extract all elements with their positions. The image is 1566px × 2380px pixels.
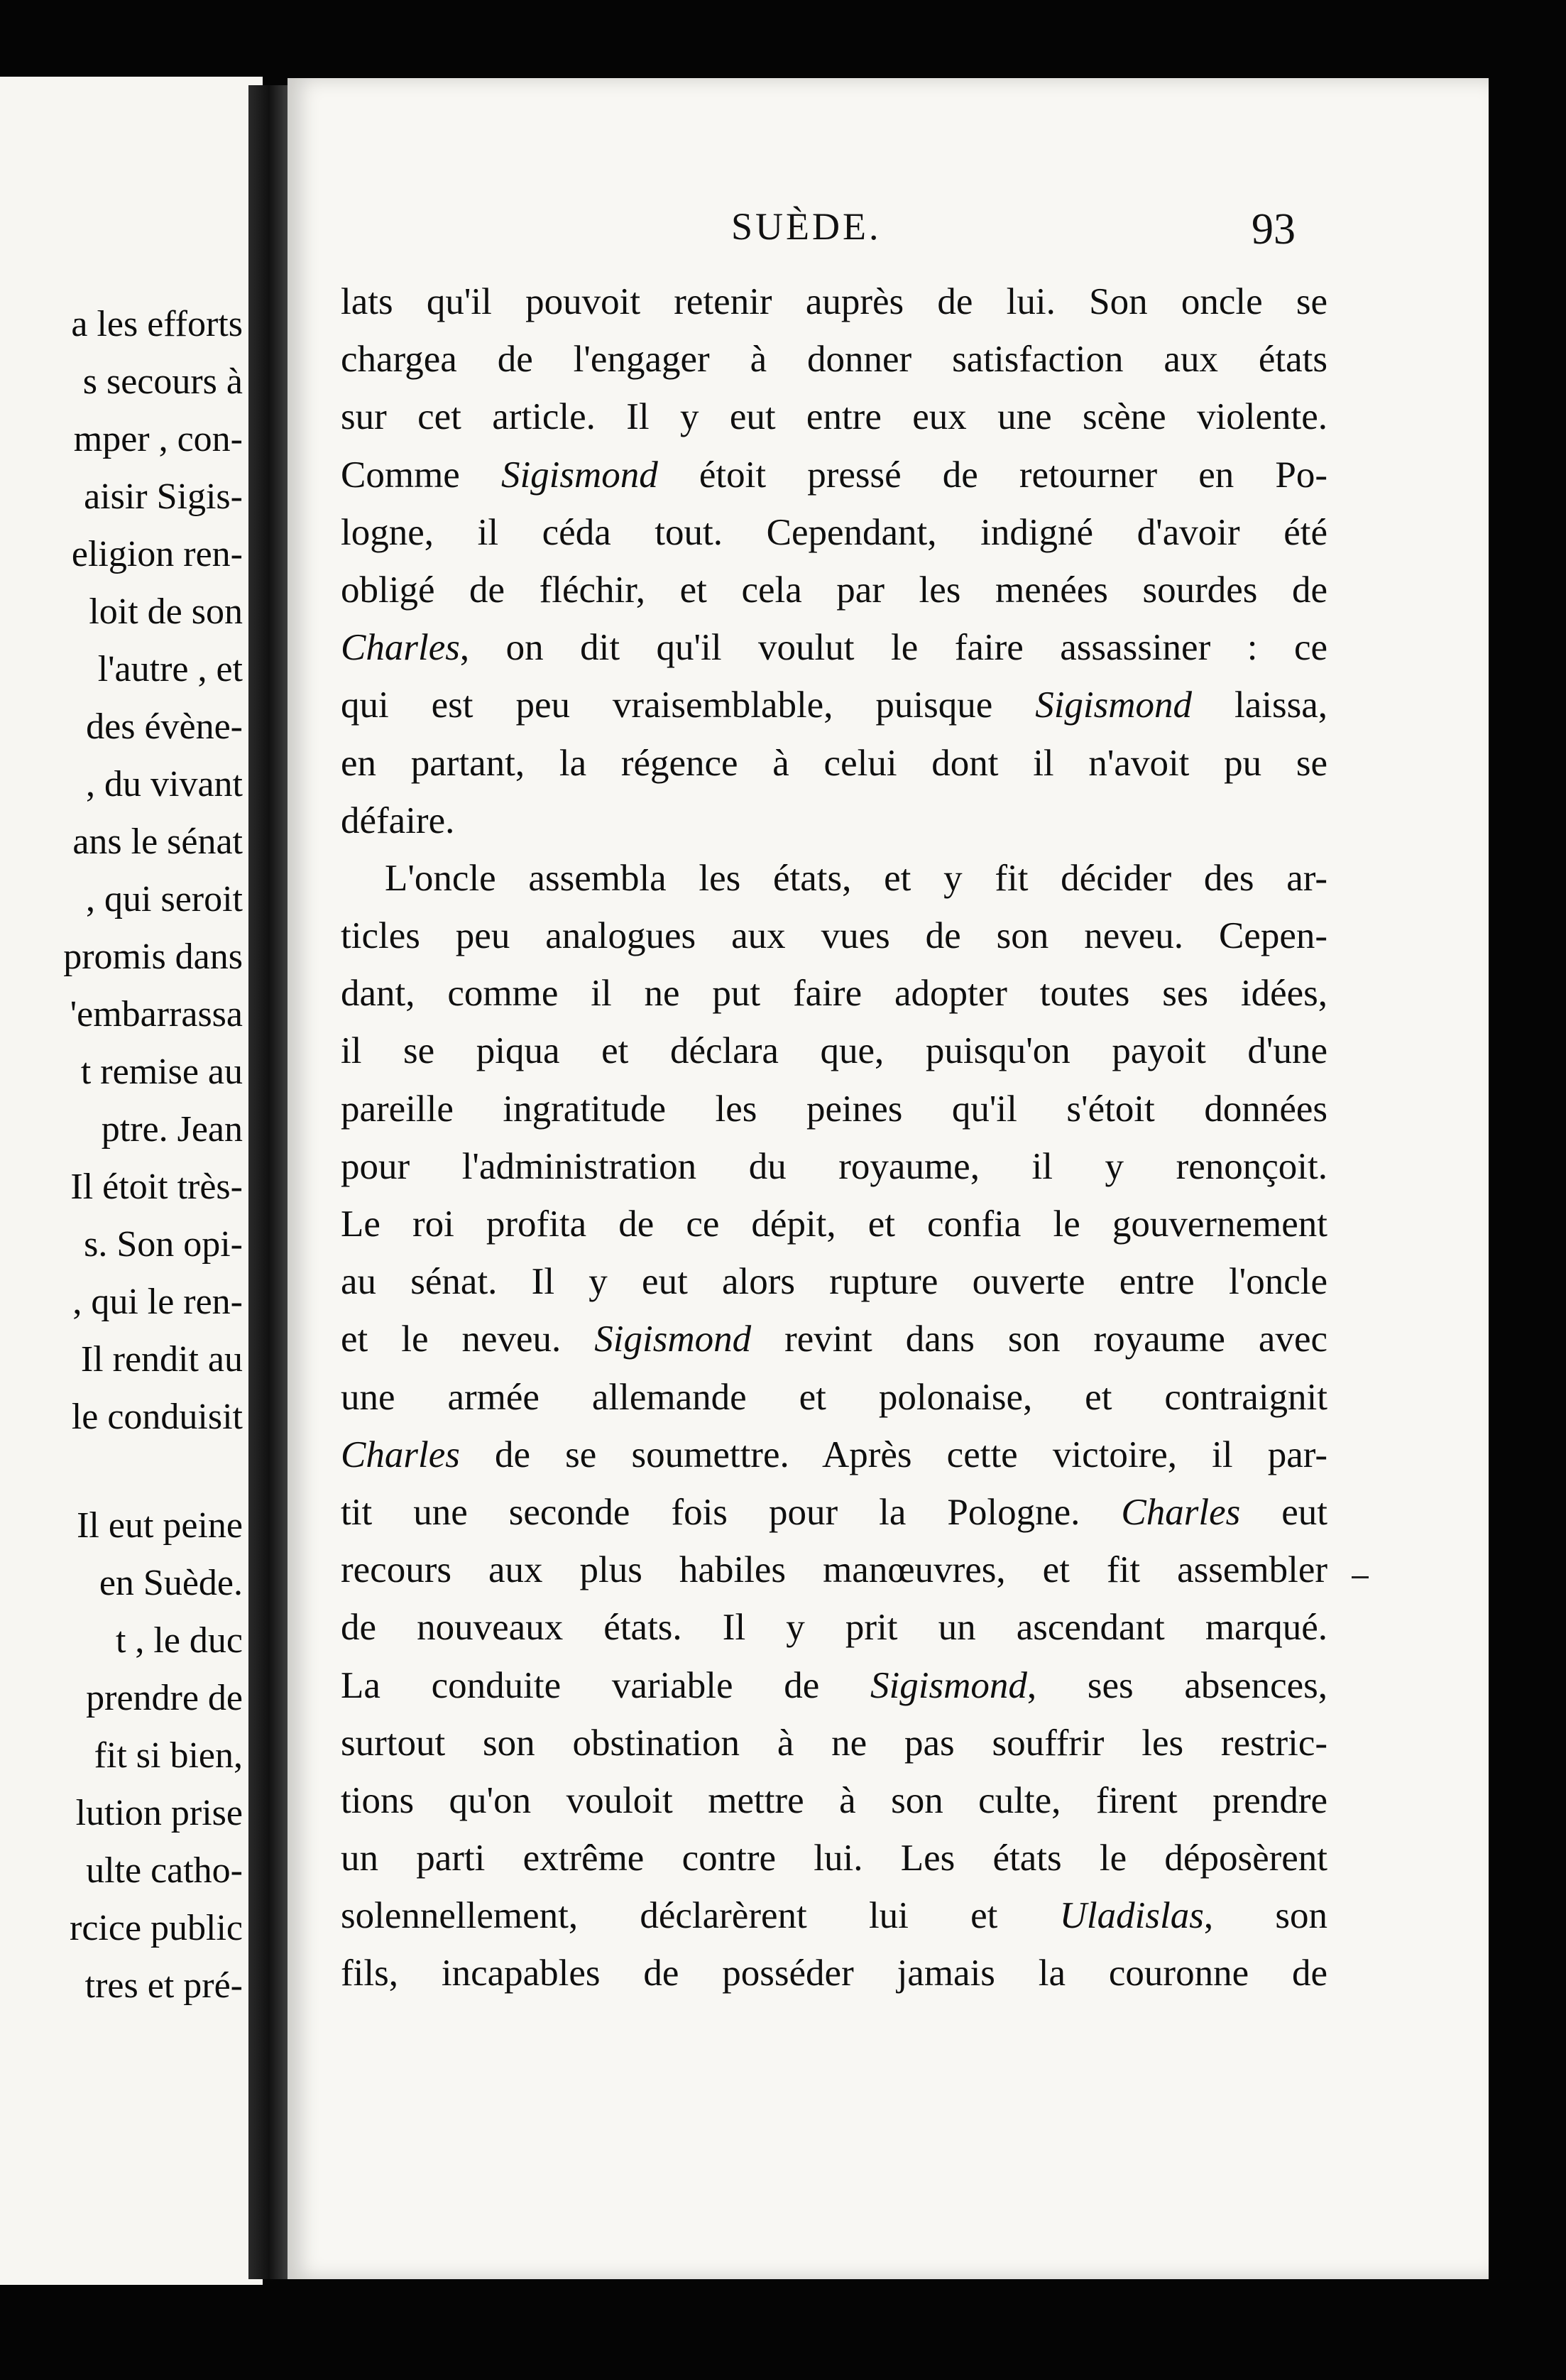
page-number: 93	[1252, 205, 1296, 253]
previous-page-text	[1, 295, 243, 2014]
text-run: laissa,	[1192, 684, 1327, 726]
italic-name: Charles	[341, 627, 460, 669]
text-line	[341, 1541, 1327, 1599]
text-line	[341, 1253, 1327, 1311]
previous-page-line: Il étoit très-	[70, 1167, 243, 1207]
text-line	[341, 1657, 1327, 1715]
text-line	[341, 1369, 1327, 1426]
italic-name: Charles	[1121, 1491, 1241, 1533]
text-run: défaire.	[341, 799, 455, 841]
text-run: sur cet article. Il y eut entre eux une scène violente.	[341, 396, 1327, 438]
text-line	[341, 1945, 1327, 2002]
text-run: de se soumettre. Après cette victoire, il par-	[459, 1434, 1327, 1475]
previous-page-line: ptre. Jean	[101, 1109, 243, 1150]
text-run: de nouveaux états. Il y prit un ascendant marqué.	[341, 1607, 1327, 1649]
text-run: il se piqua et déclara que, puisqu'on payoit d'une	[341, 1030, 1327, 1072]
text-run: ticles peu analogues aux vues de son neveu. Cepen-	[341, 915, 1327, 957]
italic-name: Charles	[341, 1434, 460, 1475]
text-line	[341, 562, 1327, 619]
previous-page-line: rcice public	[70, 1908, 243, 1948]
text-line	[341, 1426, 1327, 1484]
text-line	[341, 1830, 1327, 1887]
italic-name: Sigismond	[500, 454, 658, 496]
italic-name: Sigismond	[870, 1664, 1027, 1706]
text-line	[341, 1081, 1327, 1138]
previous-page-line: des évène-	[86, 706, 243, 747]
previous-page-line: tres et pré-	[84, 1965, 243, 2006]
previous-page-line: s secours à	[82, 361, 243, 402]
text-run: recours aux plus habiles manœuvres, et fit assembler	[341, 1549, 1327, 1591]
text-line	[341, 1599, 1327, 1656]
running-head	[288, 204, 1489, 261]
previous-page-line: prendre de	[86, 1678, 243, 1718]
text-line	[341, 677, 1327, 734]
text-run: fils, incapables de posséder jamais la couronne de	[341, 1953, 1327, 1994]
italic-name: Uladislas	[1059, 1895, 1204, 1937]
text-line	[341, 735, 1327, 792]
text-run: pareille ingratitude les peines qu'il s'étoit données	[341, 1088, 1327, 1130]
text-run: eut	[1240, 1491, 1327, 1533]
text-line	[341, 965, 1327, 1022]
text-run: et le neveu.	[341, 1319, 595, 1360]
text-run: , ses absences,	[1026, 1664, 1327, 1706]
text-line	[341, 1887, 1327, 1945]
text-run: revint dans son royaume avec	[751, 1319, 1327, 1360]
text-line	[341, 504, 1327, 562]
text-line	[341, 1196, 1327, 1253]
running-title: SUÈDE.	[731, 205, 882, 248]
text-run: pour l'administration du royaume, il y renonçoit.	[341, 1145, 1327, 1187]
text-run: , on dit qu'il voulut le faire assassiner : ce	[459, 627, 1327, 669]
previous-page-line: , qui seroit	[86, 879, 243, 919]
text-run: lats qu'il pouvoit retenir auprès de lui. Son oncle se	[341, 281, 1327, 322]
current-page	[288, 78, 1489, 2279]
text-run: obligé de fléchir, et cela par les menées sourdes de	[341, 569, 1327, 611]
text-run: dant, comme il ne put faire adopter toutes ses idées,	[341, 973, 1327, 1015]
text-line	[341, 1715, 1327, 1772]
text-line	[341, 907, 1327, 965]
margin-mark	[1352, 1576, 1369, 1578]
text-line	[341, 850, 1327, 907]
previous-page-line: fit si bien,	[94, 1735, 243, 1776]
previous-page-line: a les efforts	[71, 304, 243, 344]
previous-page-fragment	[0, 77, 263, 2285]
previous-page-line: , qui le ren-	[72, 1282, 243, 1322]
text-line	[341, 447, 1327, 504]
text-line	[341, 1311, 1327, 1368]
text-run: La conduite variable de	[341, 1664, 871, 1706]
text-run: chargea de l'engager à donner satisfaction aux états	[341, 339, 1327, 381]
text-run: qui est peu vraisemblable, puisque	[341, 684, 1036, 726]
previous-page-line	[1, 1446, 243, 1497]
previous-page-line: en Suède.	[99, 1563, 243, 1603]
text-run: un parti extrême contre lui. Les états le déposèrent	[341, 1838, 1327, 1879]
text-run: une armée allemande et polonaise, et contraignit	[341, 1376, 1327, 1418]
text-line	[341, 331, 1327, 388]
italic-name: Sigismond	[594, 1319, 752, 1360]
text-line	[341, 619, 1327, 677]
previous-page-line: ans le sénat	[72, 821, 243, 862]
previous-page-line: Il eut peine	[77, 1505, 243, 1546]
text-run: étoit pressé de retourner en Po-	[657, 454, 1327, 496]
previous-page-line: mper , con-	[73, 419, 243, 459]
previous-page-line: aisir Sigis-	[84, 476, 243, 517]
text-run: solennellement, déclarèrent lui et	[341, 1895, 1060, 1937]
previous-page-line: t remise au	[80, 1052, 243, 1092]
text-run: logne, il céda tout. Cependant, indigné d'avoir été	[341, 511, 1327, 553]
previous-page-line: s. Son opi-	[84, 1224, 243, 1265]
text-run: tit une seconde fois pour la Pologne.	[341, 1491, 1122, 1533]
previous-page-line: lution prise	[75, 1793, 243, 1833]
text-line	[341, 792, 1327, 850]
previous-page-line: t , le duc	[115, 1620, 243, 1661]
previous-page-line: loit de son	[89, 591, 243, 632]
previous-page-line: 'embarrassa	[70, 994, 243, 1035]
previous-page-line: eligion ren-	[71, 534, 243, 574]
previous-page-line: Il rendit au	[80, 1339, 243, 1380]
text-run: en partant, la régence à celui dont il n'avoit pu se	[341, 742, 1327, 784]
page-body-text	[341, 273, 1327, 2003]
text-line	[341, 388, 1327, 446]
previous-page-line: l'autre , et	[97, 649, 243, 689]
text-run: Le roi profita de ce dépit, et confia le gouvernement	[341, 1203, 1327, 1245]
text-line	[341, 1484, 1327, 1541]
previous-page-line: , du vivant	[86, 764, 243, 804]
text-line	[341, 1138, 1327, 1196]
previous-page-line: ulte catho-	[86, 1850, 243, 1891]
previous-page-line: le conduisit	[71, 1397, 243, 1437]
text-run: surtout son obstination à ne pas souffrir les restric-	[341, 1722, 1327, 1764]
text-line	[341, 1022, 1327, 1080]
text-run: L'oncle assembla les états, et y fit décider des ar-	[385, 857, 1327, 899]
text-run: , son	[1203, 1895, 1327, 1937]
text-line	[341, 273, 1327, 331]
text-run: au sénat. Il y eut alors rupture ouverte entre l'oncle	[341, 1261, 1327, 1303]
text-line	[341, 1772, 1327, 1830]
text-run: tions qu'on vouloit mettre à son culte, firent prendre	[341, 1779, 1327, 1821]
text-run: Comme	[341, 454, 501, 496]
italic-name: Sigismond	[1035, 684, 1193, 726]
previous-page-line: promis dans	[63, 937, 243, 977]
